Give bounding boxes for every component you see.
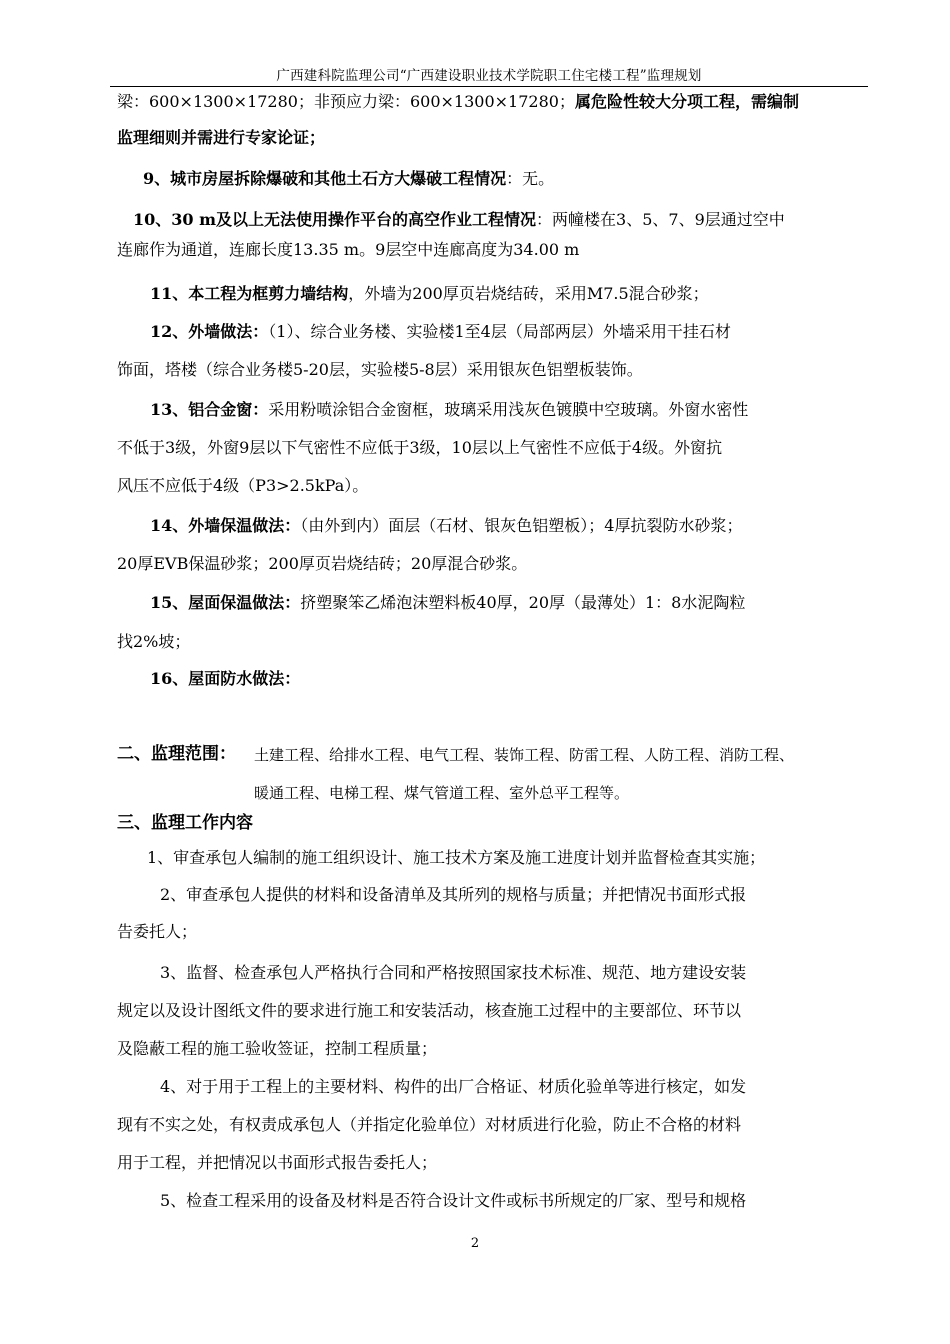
item-13-label: 13、铝合金窗： (150, 400, 269, 419)
item-11 (150, 283, 709, 305)
section-2-heading: 二、监理范围： (117, 744, 236, 764)
item-8-text: 梁：600×1300×17280；非预应力梁：600×1300×17280； (117, 92, 575, 111)
item-13-line-3: 风压不应低于4级（P3>2.5kPa）。 (117, 476, 369, 495)
item-9 (143, 168, 554, 190)
item-12-line-2: 饰面，塔楼（综合业务楼5-20层，实验楼5-8层）采用银灰色铝塑板装饰。 (117, 360, 643, 379)
item-14-text: （由外到内）面层（石材、银灰色铝塑板）；4厚抗裂防水砂浆； (300, 516, 743, 535)
work-item-1: 1、审查承包人编制的施工组织设计、施工技术方案及施工进度计划并监督检查其实施； (147, 848, 766, 867)
item-15-label: 15、屋面保温做法： (150, 593, 301, 612)
running-header: 广西建科院监理公司“广西建设职业技术学院职工住宅楼工程”监理规划 (276, 68, 702, 84)
item-10-text: ：两幢楼在3、5、7、9层通过空中 (536, 210, 785, 229)
item-14 (150, 515, 742, 537)
item-8-bold: 属危险性较大分项工程，需编制 (574, 92, 799, 111)
work-item-4: 4、对于用于工程上的主要材料、构件的出厂合格证、材质化验单等进行核定，如发 (160, 1077, 747, 1096)
item-8-continuation-2: 监理细则并需进行专家论证； (117, 128, 326, 147)
page-number: 2 (470, 1236, 480, 1251)
item-13-line-2: 不低于3级，外窗9层以下气密性不应低于3级，10层以上气密性不应低于4级。外窗抗 (117, 438, 723, 457)
item-10-line-2: 连廊作为通道，连廊长度13.35 m。9层空中连廊高度为34.00 m (117, 240, 580, 259)
header-rule (110, 86, 868, 87)
work-item-5: 5、检查工程采用的设备及材料是否符合设计文件或标书所规定的厂家、型号和规格 (160, 1191, 747, 1210)
work-item-3: 3、监督、检查承包人严格执行合同和严格按照国家技术标准、规范、地方建设安装 (160, 963, 747, 982)
item-11-label: 11、本工程为框剪力墙结构 (150, 284, 349, 303)
work-item-2: 2、审查承包人提供的材料和设备清单及其所列的规格与质量；并把情况书面形式报 (160, 885, 747, 904)
item-10 (133, 209, 785, 231)
item-11-text: ，外墙为200厚页岩烧结砖，采用M7.5混合砂浆； (348, 284, 709, 303)
work-item-4-line-3: 用于工程，并把情况以书面形式报告委托人； (117, 1153, 438, 1172)
item-15-line-2: 找2%坡； (117, 632, 191, 651)
item-14-line-2: 20厚EVB保温砂浆；200厚页岩烧结砖；20厚混合砂浆。 (117, 554, 528, 573)
item-15-text: 挤塑聚笨乙烯泡沫塑料板40厚，20厚（最薄处）1：8水泥陶粒 (300, 593, 746, 612)
item-13 (150, 399, 748, 421)
item-10-label: 10、30 m及以上无法使用操作平台的高空作业工程情况 (133, 210, 537, 229)
item-16-label: 16、屋面防水做法： (150, 669, 301, 688)
section-3-heading: 三、监理工作内容 (117, 813, 253, 833)
item-9-text: ：无。 (506, 169, 555, 188)
scope-line-2: 暖通工程、电梯工程、煤气管道工程、室外总平工程等。 (254, 784, 630, 802)
item-12 (150, 321, 731, 343)
work-item-2-line-2: 告委托人； (117, 922, 198, 941)
item-12-label: 12、外墙做法： (150, 322, 269, 341)
item-13-text: 采用粉喷涂铝合金窗框，玻璃采用浅灰色镀膜中空玻璃。外窗水密性 (268, 400, 749, 419)
item-14-label: 14、外墙保温做法： (150, 516, 301, 535)
item-8-continuation (117, 91, 799, 113)
scope-line-1: 土建工程、给排水工程、电气工程、装饰工程、防雷工程、人防工程、消防工程、 (254, 746, 795, 764)
work-item-4-line-2: 现有不实之处，有权责成承包人（并指定化验单位）对材质进行化验，防止不合格的材料 (117, 1115, 742, 1134)
work-item-3-line-2: 规定以及设计图纸文件的要求进行施工和安装活动，核查施工过程中的主要部位、环节以 (117, 1001, 742, 1020)
work-item-3-line-3: 及隐蔽工程的施工验收签证，控制工程质量； (117, 1039, 438, 1058)
item-9-label: 9、城市房屋拆除爆破和其他土石方大爆破工程情况 (143, 169, 507, 188)
item-12-text: （1）、综合业务楼、实验楼1至4层（局部两层）外墙采用干挂石材 (268, 322, 731, 341)
item-15 (150, 592, 745, 614)
